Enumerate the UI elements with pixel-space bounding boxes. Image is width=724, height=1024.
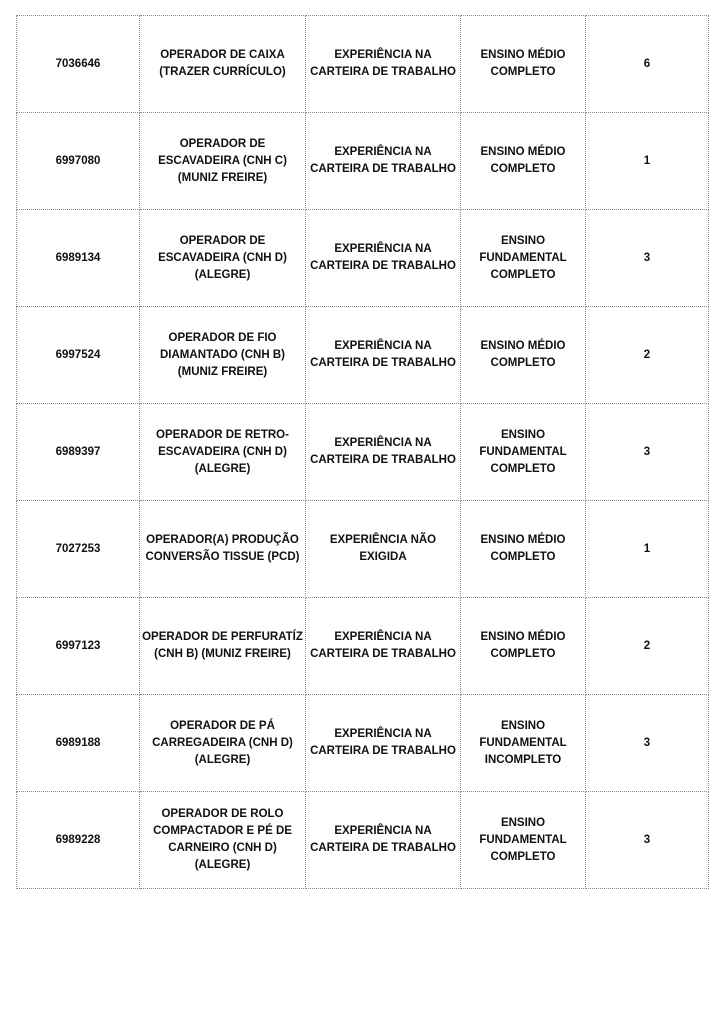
vacancies-cell: 3: [586, 695, 709, 792]
table-row: [17, 501, 709, 598]
job-title-cell: OPERADOR DE CAIXA (TRAZER CURRÍCULO): [140, 16, 306, 113]
experience-cell: EXPERIÊNCIA NA CARTEIRA DE TRABALHO: [306, 210, 461, 307]
vacancies-cell: 1: [586, 113, 709, 210]
job-vacancies-table: [16, 15, 709, 889]
experience-cell: EXPERIÊNCIA NÃO EXIGIDA: [306, 501, 461, 598]
table-row: [17, 113, 709, 210]
job-title-cell: OPERADOR DE RETRO-ESCAVADEIRA (CNH D) (ALEGRE): [140, 404, 306, 501]
table-row: [17, 307, 709, 404]
job-code-cell: 6997080: [17, 113, 140, 210]
job-code-cell: 6989188: [17, 695, 140, 792]
experience-cell: EXPERIÊNCIA NA CARTEIRA DE TRABALHO: [306, 695, 461, 792]
job-title-cell: OPERADOR DE ESCAVADEIRA (CNH D) (ALEGRE): [140, 210, 306, 307]
experience-cell: EXPERIÊNCIA NA CARTEIRA DE TRABALHO: [306, 113, 461, 210]
job-title-cell: OPERADOR DE FIO DIAMANTADO (CNH B) (MUNIZ FREIRE): [140, 307, 306, 404]
vacancies-cell: 6: [586, 16, 709, 113]
vacancies-cell: 3: [586, 210, 709, 307]
experience-cell: EXPERIÊNCIA NA CARTEIRA DE TRABALHO: [306, 792, 461, 889]
job-code-cell: 7027253: [17, 501, 140, 598]
job-title-cell: OPERADOR(A) PRODUÇÃO CONVERSÃO TISSUE (PCD): [140, 501, 306, 598]
vacancies-cell: 2: [586, 307, 709, 404]
job-title-cell: OPERADOR DE ROLO COMPACTADOR E PÉ DE CARNEIRO (CNH D) (ALEGRE): [140, 792, 306, 889]
vacancies-cell: 1: [586, 501, 709, 598]
table-row: [17, 16, 709, 113]
experience-cell: EXPERIÊNCIA NA CARTEIRA DE TRABALHO: [306, 307, 461, 404]
job-code-cell: 6989228: [17, 792, 140, 889]
education-cell: ENSINO MÉDIO COMPLETO: [461, 16, 586, 113]
education-cell: ENSINO MÉDIO COMPLETO: [461, 307, 586, 404]
job-title-cell: OPERADOR DE ESCAVADEIRA (CNH C) (MUNIZ FREIRE): [140, 113, 306, 210]
job-code-cell: 6997123: [17, 598, 140, 695]
table-row: [17, 210, 709, 307]
table-row: [17, 695, 709, 792]
education-cell: ENSINO MÉDIO COMPLETO: [461, 598, 586, 695]
job-code-cell: 6989134: [17, 210, 140, 307]
education-cell: ENSINO MÉDIO COMPLETO: [461, 501, 586, 598]
job-code-cell: 6997524: [17, 307, 140, 404]
experience-cell: EXPERIÊNCIA NA CARTEIRA DE TRABALHO: [306, 598, 461, 695]
education-cell: ENSINO MÉDIO COMPLETO: [461, 113, 586, 210]
experience-cell: EXPERIÊNCIA NA CARTEIRA DE TRABALHO: [306, 16, 461, 113]
job-code-cell: 6989397: [17, 404, 140, 501]
experience-cell: EXPERIÊNCIA NA CARTEIRA DE TRABALHO: [306, 404, 461, 501]
table-row: [17, 598, 709, 695]
education-cell: ENSINO FUNDAMENTAL COMPLETO: [461, 404, 586, 501]
education-cell: ENSINO FUNDAMENTAL COMPLETO: [461, 210, 586, 307]
job-title-cell: OPERADOR DE PERFURATÍZ (CNH B) (MUNIZ FREIRE): [140, 598, 306, 695]
education-cell: ENSINO FUNDAMENTAL INCOMPLETO: [461, 695, 586, 792]
education-cell: ENSINO FUNDAMENTAL COMPLETO: [461, 792, 586, 889]
table-row: [17, 404, 709, 501]
vacancies-cell: 3: [586, 404, 709, 501]
table-row: [17, 792, 709, 889]
vacancies-cell: 2: [586, 598, 709, 695]
job-title-cell: OPERADOR DE PÁ CARREGADEIRA (CNH D) (ALEGRE): [140, 695, 306, 792]
job-code-cell: 7036646: [17, 16, 140, 113]
vacancies-cell: 3: [586, 792, 709, 889]
